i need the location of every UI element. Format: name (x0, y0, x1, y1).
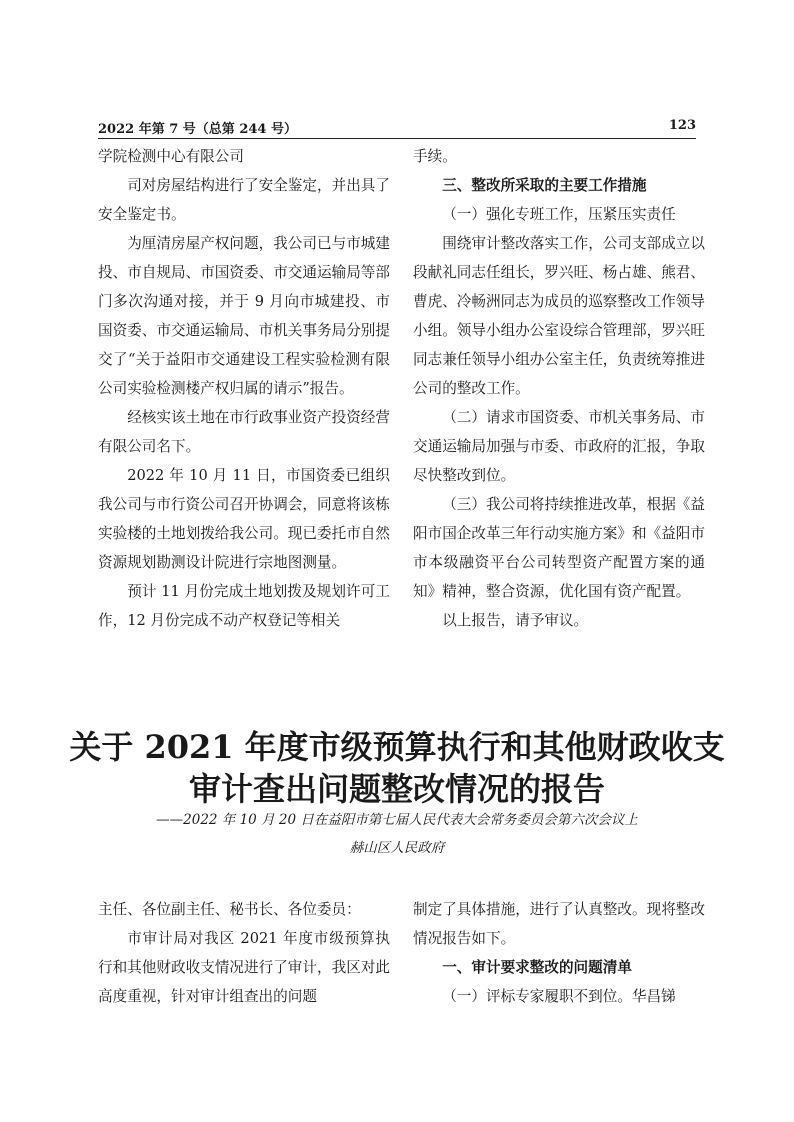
upper-left-column (98, 142, 390, 635)
paragraph: 为厘清房屋产权问题，我公司已与市城建投、市自规局、市国资委、市交通运输局等部门多次沟通对接，并于 9 月向市城建投、市国资委、市交通运输局、市机关事务局分别提交了“关于益阳市交通建设工程实验检测有限公司实验检测楼产权归属的请示”报告。 (98, 235, 390, 397)
paragraph: （二）请求市国资委、市机关事务局、市交通运输局加强与市委、市政府的汇报，争取尽快整改到位。 (413, 409, 705, 484)
report-subtitle: ——2022 年 10 月 20 日在益阳市第七届人民代表大会常务委员会第六次会议上 (156, 812, 638, 828)
lower-left-column (98, 895, 390, 1011)
report-title-line-2: 审计查出问题整改情况的报告 (188, 770, 605, 808)
paragraph: （一）评标专家履职不到位。华昌锑 (442, 988, 676, 1005)
upper-right-column (413, 142, 705, 635)
issue-label: 2022 年第 7 号（总第 244 号） (98, 122, 297, 137)
paragraph: 市审计局对我区 2021 年度市级预算执行和其他财政收支情况进行了审计，我区对此高度重视，针对审计组查出的问题 (98, 930, 390, 1005)
paragraph: （三）我公司将持续推进改革，根据《益阳市国企改革三年行动实施方案》和《益阳市市本级融资平台公司转型资产配置方案的通知》精神，整合资源，优化国有资产配置。 (413, 496, 705, 600)
paragraph: （一）强化专班工作，压紧压实责任 (442, 206, 676, 223)
paragraph: 围绕审计整改落实工作，公司支部成立以段献礼同志任组长，罗兴旺、杨占雄、熊君、曹虎、冷畅洲同志为成员的巡察整改工作领导小组。领导小组办公室设综合管理部，罗兴旺同志兼任领导小组办公室主任，负责统筹推进公司的整改工作。 (413, 235, 705, 397)
paragraph: 手续。 (413, 148, 457, 165)
paragraph: 司对房屋结构进行了安全鉴定，并出具了安全鉴定书。 (98, 177, 390, 223)
report-author: 赫山区人民政府 (349, 840, 445, 856)
paragraph: 制定了具体措施，进行了认真整改。现将整改情况报告如下。 (413, 901, 705, 947)
running-header (98, 118, 696, 138)
header-divider (98, 138, 696, 139)
section-heading: 三、整改所采取的主要工作措施 (442, 177, 647, 194)
page-number: 123 (668, 118, 696, 133)
paragraph: 以上报告，请予审议。 (442, 612, 589, 629)
lower-right-column (413, 895, 705, 1011)
section-heading: 一、审计要求整改的问题清单 (442, 959, 632, 976)
report-title-line-1: 关于 2021 年度市级预算执行和其他财政收支 (69, 728, 725, 766)
paragraph: 学院检测中心有限公司 (98, 148, 244, 165)
paragraph: 经核实该土地在市行政事业资产投资经营有限公司名下。 (98, 409, 390, 455)
paragraph: 主任、各位副主任、秘书长、各位委员： (98, 901, 361, 918)
paragraph: 2022 年 10 月 11 日，市国资委已组织我公司与市行资公司召开协调会，同意将该栋实验楼的土地划拨给我公司。现已委托市自然资源规划勘测设计院进行宗地图测量。 (98, 467, 390, 571)
paragraph: 预计 11 月份完成土地划拨及规划许可工作，12 月份完成不动产权登记等相关 (98, 583, 390, 629)
report-title (60, 726, 734, 810)
